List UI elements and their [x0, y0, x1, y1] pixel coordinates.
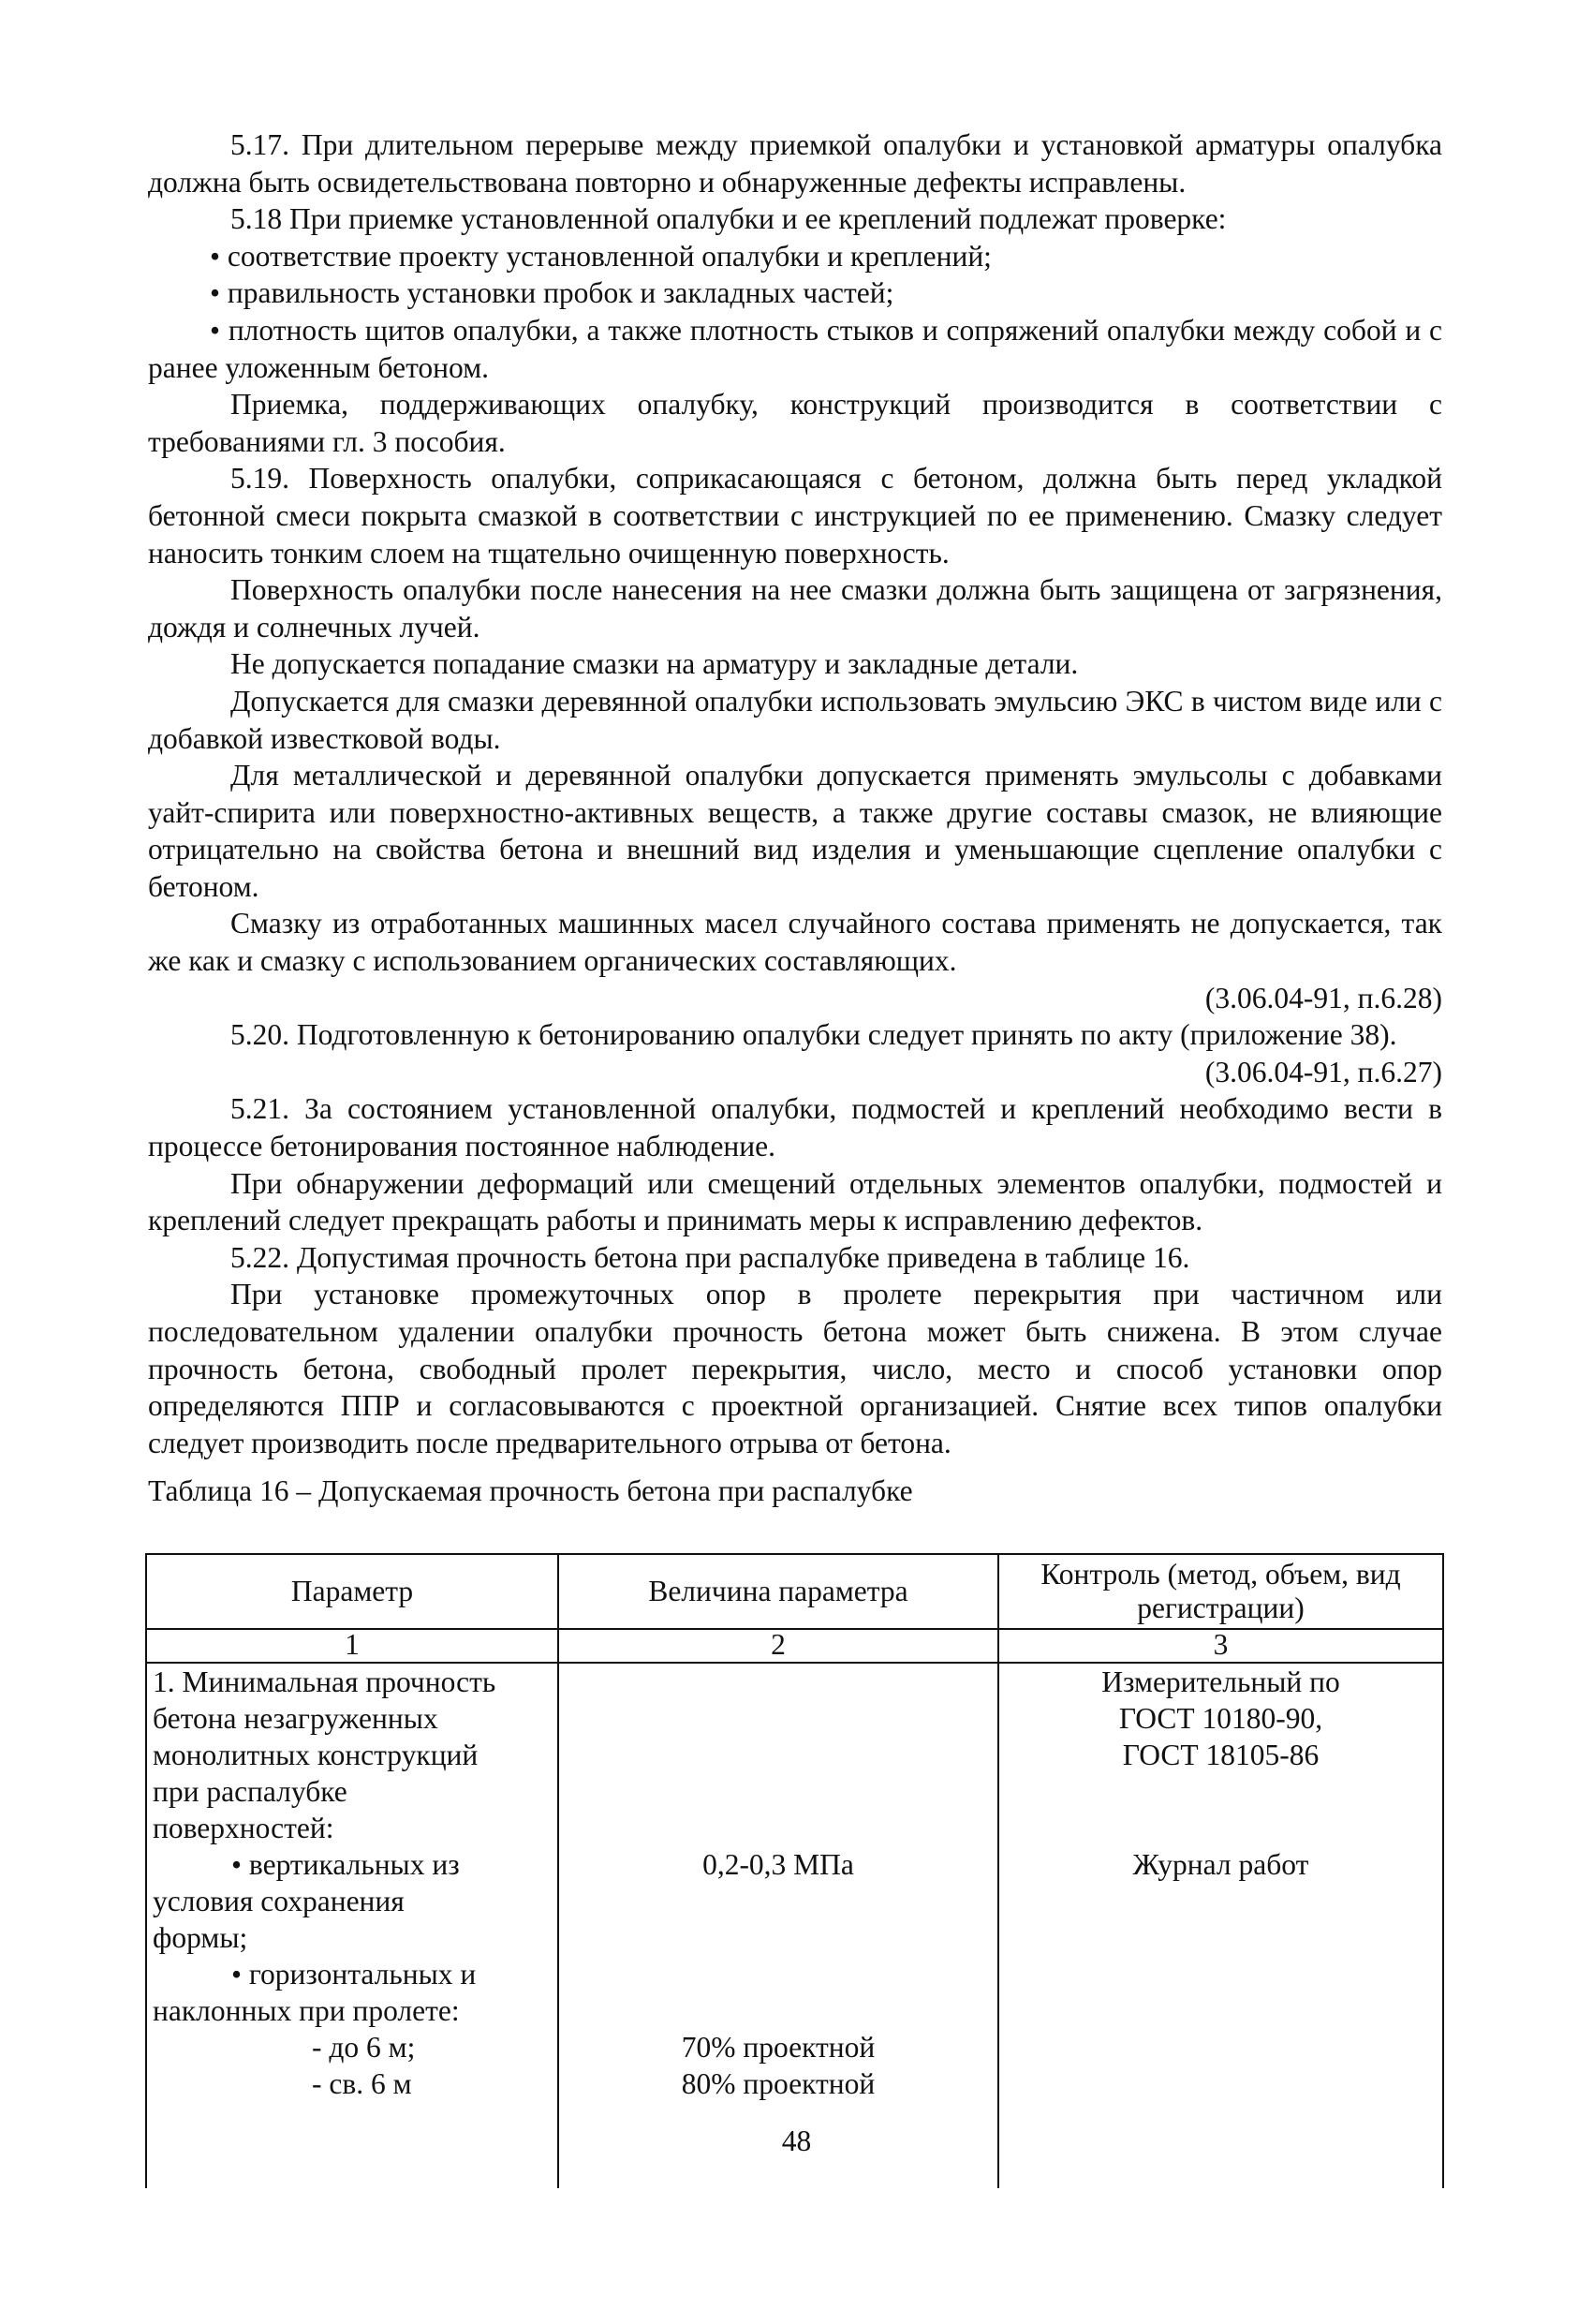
paragraph: 5.19. Поверхность опалубки, соприкасающаяся с бетоном, должна быть перед укладкой бетонной смеси покрыта смазкой в соответствии с инструкцией по ее применению. Смазку следует наносить тонким слоем на тщательно очищенную поверхность.	[148, 462, 1442, 570]
body-text	[148, 126, 1442, 1510]
value-line	[565, 1737, 992, 1773]
value-line: 70% проектной	[681, 2031, 876, 2064]
column-number: 3	[998, 1629, 1443, 1663]
header-value: Величина параметра	[558, 1554, 998, 1629]
value-cell	[558, 1663, 998, 2188]
value-line	[565, 1992, 992, 2029]
reference-note: (3.06.04-91, п.6.27)	[1204, 1055, 1442, 1088]
parameter-line: - до 6 м;	[312, 2031, 416, 2064]
value-line	[565, 1773, 992, 1810]
parameter-line: 1. Минимальная прочность	[153, 1665, 496, 1698]
header-control: Контроль (метод, объем, вид регистрации)	[998, 1554, 1443, 1629]
paragraph: При обнаружении деформаций или смещений отдельных элементов опалубки, подмостей и креплений следует прекращать работы и принимать меры к исправлению дефектов.	[148, 1166, 1442, 1237]
paragraph: 5.22. Допустимая прочность бетона при распалубке приведена в таблице 16.	[230, 1240, 1190, 1274]
page-number: 48	[781, 2124, 812, 2157]
control-cell	[998, 1663, 1443, 2188]
bullet-item: • соответствие проекту установленной опалубки и креплений;	[210, 239, 992, 273]
parameter-line: при распалубке	[153, 1775, 347, 1808]
control-line: ГОСТ 18105-86	[1122, 1739, 1320, 1771]
column-number: 1	[146, 1629, 558, 1663]
paragraph: 5.21. За состоянием установленной опалубки, подмостей и креплений необходимо вести в процессе бетонирования постоянное наблюдение.	[148, 1092, 1442, 1163]
parameter-line: бетона незагруженных	[153, 1702, 438, 1735]
control-line	[1005, 1810, 1437, 1846]
paragraph: Допускается для смазки деревянной опалубки использовать эмульсию ЭКС в чистом виде или с добавкой известковой воды.	[148, 684, 1442, 755]
paragraph: Поверхность опалубки после нанесения на нее смазки должна быть защищена от загрязнения, дождя и солнечных лучей.	[148, 573, 1442, 644]
bullet-item: • правильность установки пробок и закладных частей;	[210, 276, 894, 310]
parameter-line: • вертикальных из	[231, 1848, 460, 1881]
parameter-line: - св. 6 м	[312, 2067, 412, 2100]
value-line	[565, 1919, 992, 1956]
paragraph: Для металлической и деревянной опалубки допускается применять эмульсолы с добавками уайт-спирита или поверхностно-активных веществ, а также другие составы смазок, не влияющие отрицательно на свойства бетона и внешний вид изделия и уменьшающие сцепление опалубки с бетоном.	[148, 759, 1442, 903]
table-row	[146, 1663, 1443, 2188]
control-line: Измерительный по	[1101, 1665, 1340, 1698]
value-line	[565, 1664, 992, 1700]
column-number: 2	[558, 1629, 998, 1663]
paragraph: 5.17. При длительном перерыве между приемкой опалубки и установкой арматуры опалубка должна быть освидетельствована повторно и обнаруженные дефекты исправлены.	[148, 128, 1442, 199]
paragraph: При установке промежуточных опор в пролете перекрытия при частичном или последовательном удалении опалубки прочность бетона может быть снижена. В этом случае прочность бетона, свободный пролет перекрытия, число, место и способ установки опор определяются ППР и согласовываются с проектной организацией. Снятие всех типов опалубки следует производить после предварительного отрыва от бетона.	[148, 1278, 1442, 1459]
value-line	[565, 1810, 992, 1846]
table-16	[145, 1553, 1444, 2188]
reference-note: (3.06.04-91, п.6.28)	[1204, 981, 1442, 1014]
paragraph: Смазку из отработанных машинных масел случайного состава применять не допускается, так же как и смазку с использованием органических составляющих.	[148, 907, 1442, 978]
control-line: ГОСТ 10180-90,	[1118, 1702, 1323, 1735]
paragraph: Приемка, поддерживающих опалубку, конструкций производится в соответствии с требованиями гл. 3 пособия.	[148, 388, 1442, 458]
table-header-row	[146, 1554, 1443, 1629]
parameter-line: наклонных при пролете:	[153, 1994, 460, 2027]
parameter-line: монолитных конструкций	[153, 1739, 479, 1771]
parameter-line: условия сохранения	[153, 1885, 405, 1917]
control-line: Журнал работ	[1132, 1848, 1309, 1881]
value-line: 0,2-0,3 МПа	[702, 1848, 854, 1881]
bullet-item: • плотность щитов опалубки, а также плотность стыков и сопряжений опалубки между собой и с ранее уложенным бетоном.	[148, 313, 1442, 384]
parameter-cell	[146, 1663, 558, 2188]
paragraph: 5.18 При приемке установленной опалубки и ее креплений подлежат проверке:	[230, 202, 1227, 236]
value-line	[565, 1700, 992, 1737]
parameter-line: поверхностей:	[153, 1812, 334, 1844]
paragraph: 5.20. Подготовленную к бетонированию опалубки следует принять по акту (приложение 38).	[230, 1018, 1397, 1052]
value-line: 80% проектной	[681, 2067, 876, 2100]
parameter-line: • горизонтальных и	[231, 1958, 477, 1991]
paragraph: Не допускается попадание смазки на арматуру и закладные детали.	[230, 647, 1079, 681]
table-number-row	[146, 1629, 1443, 1663]
header-parameter: Параметр	[146, 1554, 558, 1629]
value-line	[565, 1883, 992, 1919]
parameter-line: формы;	[153, 1921, 248, 1954]
table-caption: Таблица 16 – Допускаемая прочность бетона при распалубке	[148, 1474, 913, 1508]
value-line	[565, 1956, 992, 1992]
control-line	[1005, 1773, 1437, 1810]
